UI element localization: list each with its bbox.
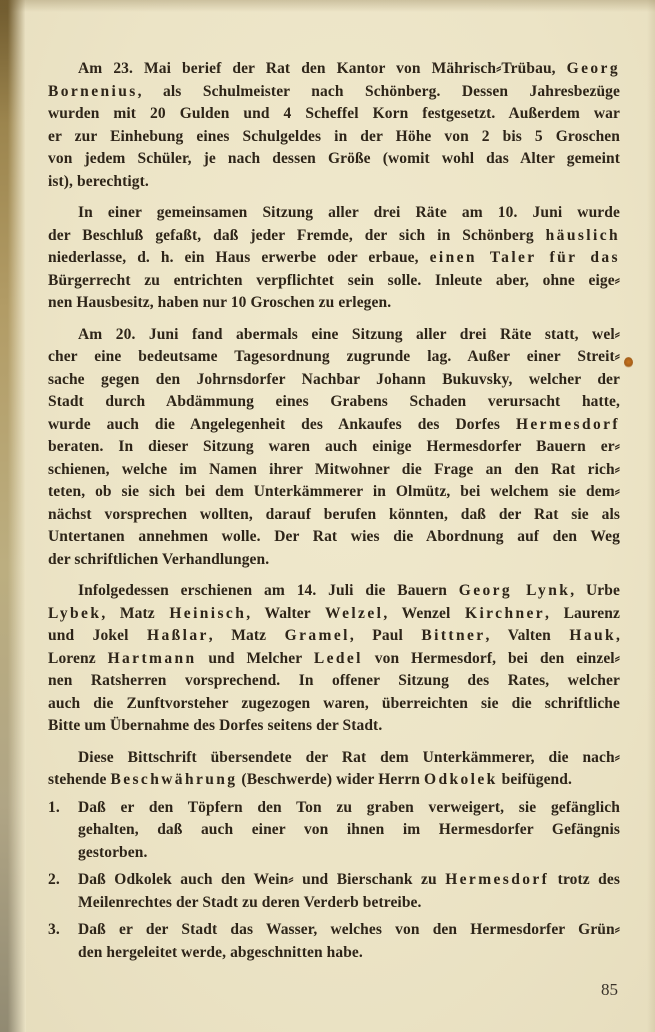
list-item [48,919,620,964]
text-segment: Am 23. Mai berief der Rat den Kantor von Mährisch⸗Trübau, [78,60,567,77]
text-line: auch die Zunftvorsteher zugezogen waren, überreichten sie die schriftliche [48,694,620,712]
paragraph [48,580,620,738]
text-line: gehalten, daß auch einer von ihnen im Hermesdorfer Gefängnis [78,821,620,838]
text-line: wurden mit 20 Gulden und 4 Scheffel Korn festgesetzt. Außerdem war [48,105,620,122]
text-line: Meilenrechtes der Stadt zu deren Verderb betreibe. [78,893,422,911]
text-segment: Daß Odkolek auch den Wein⸗ und Bierschank zu [78,871,446,888]
page-top-shadow [0,0,655,12]
letterspaced-text: Haßlar [147,627,209,644]
text-line [48,58,620,81]
text-segment: und Jokel [48,627,148,644]
list-item-number: 1. [48,798,60,816]
text-segment: , Valten [485,627,570,644]
text-line: der schriftlichen Verhandlungen. [48,550,270,568]
text-line: sache gegen den Johrnsdorfer Nachbar Johann Bukuvsky, welcher der [48,370,620,388]
text-line: gestorben. [78,843,148,861]
text-segment: , Matz [208,627,285,644]
text-line [48,603,620,626]
text-line: ist), berechtigt. [48,172,149,190]
text-segment: , Wenzel [383,604,465,622]
letterspaced-text: Bornenius [48,82,138,100]
text-line: nen Hausbesitz, haben nur 10 Groschen zu erlegen. [48,294,392,311]
text-segment: trotz des [549,871,620,888]
letterspaced-text: Georg Lynk [458,582,571,599]
letterspaced-text: Hermesdorf [515,415,620,433]
text-line [78,869,620,892]
text-segment: , Paul [349,627,422,644]
page-number: 85 [601,980,618,999]
text-line: den hergeleitet werde, abgeschnitten habe. [78,943,363,961]
text-segment: , Walter [246,604,326,622]
text-segment: , Laurenz [545,604,620,622]
list-item-number: 3. [48,921,60,938]
text-line: Untertanen annehmen wolle. Der Rat wies die Abordnung auf den Weg [48,528,620,545]
list-item [48,869,620,914]
letterspaced-text: Georg [566,60,620,77]
text-line [48,648,620,671]
text-segment: , Urbe [570,582,620,599]
letterspaced-text: Gramel [284,627,350,644]
list-item [48,797,620,865]
letterspaced-text: Welzel [325,604,384,622]
text-segment: , als Schulmeister nach Schönberg. Dessen Jahresbezüge [137,82,620,100]
binding-shadow [0,0,26,1032]
letterspaced-text: häuslich [545,226,620,244]
text-segment: der Beschluß gefaßt, daß jeder Fremde, der sich in Schönberg [48,226,546,244]
letterspaced-text: Kirchner [465,604,546,622]
paragraph [48,202,620,315]
text-segment: stehende [48,771,111,788]
text-line [48,414,620,437]
text-line: nen Ratsherren vorsprechend. In offener Sitzung des Rates, welcher [48,672,620,689]
letterspaced-text: Hauk [569,627,617,644]
text-segment: , [616,627,620,644]
text-line [48,225,620,248]
text-line [48,769,620,792]
text-segment: beifügend. [497,771,572,788]
text-line: Daß er den Töpfern den Ton zu graben verweigert, sie gefänglich [78,798,620,816]
letterspaced-text: Lybek [48,604,102,622]
paragraph [48,747,620,792]
letterspaced-text: Hartmann [107,649,197,667]
list-item-number: 2. [48,871,60,888]
letterspaced-text: Beschwährung [110,771,238,788]
letterspaced-text: Odkolek [424,771,498,788]
text-line: er zur Einhebung eines Schulgeldes in der Höhe von 2 bis 5 Groschen [48,127,620,145]
text-line: Stadt durch Abdämmung eines Grabens Schaden verursacht hatte, [48,393,620,410]
text-line: Am 20. Juni fand abermals eine Sitzung aller drei Räte statt, wel⸗ [78,325,620,343]
text-line: schienen, welche im Namen ihrer Mitwohner die Frage an den Rat rich⸗ [48,460,620,478]
text-segment: , Matz [101,604,170,622]
text-line: Diese Bittschrift übersendete der Rat dem Unterkämmerer, die nach⸗ [78,748,620,766]
text-segment: von Hermesdorf, bei den einzel⸗ [362,649,620,667]
page-text [48,58,620,964]
text-segment: niederlasse, d. h. ein Haus erwerbe oder erbaue, [48,249,430,266]
text-line: Bürgerrecht zu entrichten verpflichtet sein solle. Inleute aber, ohne eige⸗ [48,271,620,289]
text-line: Daß er der Stadt das Wasser, welches von den Hermesdorfer Grün⸗ [78,921,620,938]
letterspaced-text: Heinisch [169,604,247,622]
text-line: cher eine bedeutsame Tagesordnung zugrunde lag. Außer einer Streit⸗ [48,348,620,365]
text-segment: wurde auch die Angelegenheit des Ankaufes des Dorfes [48,415,516,433]
text-line [48,580,620,603]
text-line: nächst vorsprechen wollten, darauf berufen könnten, daß der Rat sie als [48,505,620,523]
letterspaced-text: Ledel [313,649,363,667]
foxing-spot [624,357,633,368]
paragraph [48,58,620,193]
letterspaced-text: Bittner [421,627,486,644]
text-line: Bitte um Übernahme des Dorfes seitens der Stadt. [48,717,383,734]
letterspaced-text: einen Taler für das [429,249,620,266]
text-segment: und Melcher [196,649,314,667]
text-segment: Lorenz [48,649,108,667]
letterspaced-text: Hermesdorf [445,871,550,888]
text-line: von jedem Schüler, je nach dessen Größe (womit wohl das Alter gemeint [48,150,620,167]
text-line [48,247,620,270]
text-line [48,625,620,648]
page-right-shadow [647,0,655,1032]
text-line: teten, ob sie sich bei dem Unterkämmerer in Olmütz, bei welchem sie dem⸗ [48,483,620,500]
text-segment: (Beschwerde) wider Herrn [237,771,424,788]
paragraph [48,324,620,572]
text-line: In einer gemeinsamen Sitzung aller drei Räte am 10. Juni wurde [78,204,620,221]
text-segment: Infolgedessen erschienen am 14. Juli die Bauern [78,582,459,599]
text-line: beraten. In dieser Sitzung waren auch einige Hermesdorfer Bauern er⸗ [48,438,620,455]
text-line [48,81,620,104]
